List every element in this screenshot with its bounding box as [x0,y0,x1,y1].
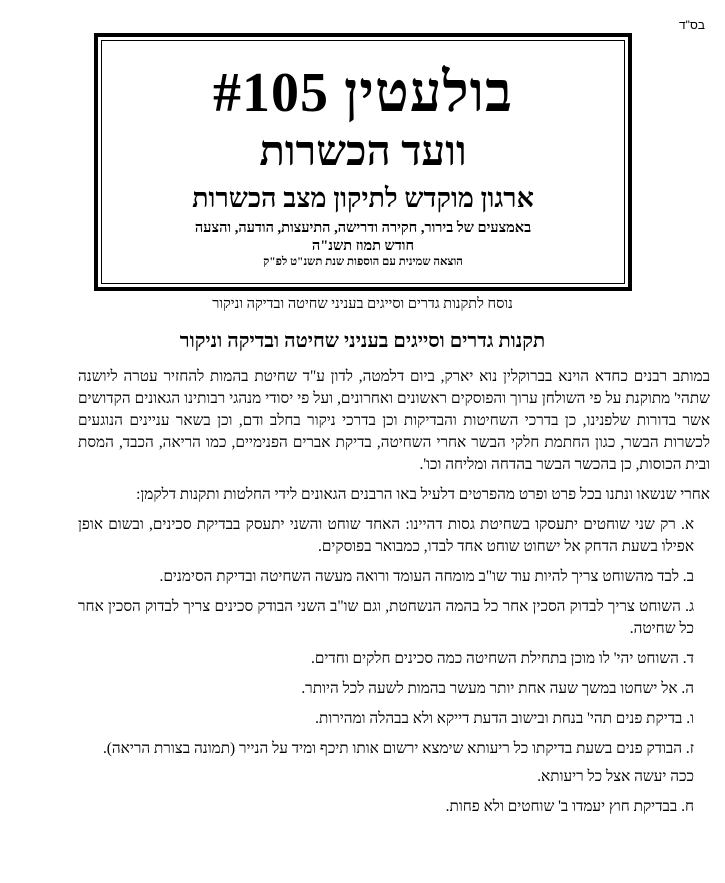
regulation-item: ז. הבודק פנים בשעת בדיקתו כל ריעותא שימצא ירשום אותו תיכף ומיד על הנייר (תמונה בצורת הריאה). [102,740,694,757]
title-frame [94,33,632,291]
corner-mark: בס"ד [679,18,705,32]
regulation-item: א. רק שני שוחטים יתעסקו בשחיטת גסות דהיינו: האחד שוחט והשני יתעסק בבדיקת סכינים, ובשום אופן אפילו בשעת הדחק אל ישחוט שוחט אחד לבדו, כמבואר בפוסקים. [78,516,694,555]
title-frame-inner [101,40,625,284]
regulation-item: ד. השוחט יהי' לו מוכן בתחילת השחיטה כמה סכינים חלקים וחדים. [311,650,694,667]
regulation-item: ככה יעשה אצל כל ריעותא. [537,768,694,785]
decision-paragraph: אחרי שנשאו ונתנו בכל פרט ופרט מהפרטים דלעיל באו הרבנים הגאונים לידי החלטות ותקנות דלקמן: [136,486,710,503]
organization-mission: ארגון מוקדש לתיקון מצב הכשרות [192,183,534,213]
organization-name: וועד הכשרות [259,129,467,175]
document-heading: תקנות גדרים וסייגים בעניני שחיטה ובדיקה וניקור [179,330,546,352]
regulation-item: ו. בדיקת פנים תהי' בנחת ובישוב הדעת דייקא ולא בבהלה ומהירות. [315,710,694,727]
issue-month: חודש תמוז תשנ"ה [311,238,415,254]
intro-paragraph: במותב רבנים כחדא הוינא בברוקלין נוא יארק, ביום דלמטה, לדון ע"ד שחיטת בהמות להחזיר עטרה ליושנה שתהי' מתוקנת על פי השולחן ערוך והפוסקים ראשונים ואחרונים, ועל פי יסודי מנהגי רבותינו הגאונים הקדושים אשר בדורות שלפנינו, כן בדרכי השחיטות והבדיקות וכן בדרכי ניקור בחלב ודם, וכן בשאר עניינים הנוגעים לכשרות הבשר, כגון החתמת חלקי הבשר אחרי השחיטה, בדיקת אברים הפנימיים, כמו הריאה, הכבד, המסת ובית הכוסות, כן בהכשר הבשר בהדחה ומליחה וכו'. [78,368,710,473]
edition-note: הוצאה שמינית עם הוספות שנת תשנ"ט לפ"ק [263,256,463,268]
regulation-item: ח. בבדיקת חוץ יעמדו ב' שוחטים ולא פחות. [445,798,694,815]
organization-means: באמצעים של בירור, חקירה ודרישה, התיעצות, הודעה, והצעה [194,220,532,236]
document-body [78,366,710,826]
bulletin-number: בולעטין #105 [213,62,513,124]
regulation-item: ה. אל ישחטו במשך שעה אחת יותר מעשר בהמות לשעה לכל היותר. [301,680,694,697]
document-subtitle: נוסח לתקנות גדרים וסייגים בעניני שחיטה ובדיקה וניקור [212,296,513,312]
regulation-item: ג. השוחט צריך לבדוק הסכין אחר כל בהמה הנשחטת, וגם שו"ב השני הבודק סכינים צריך לבדוק הסכין אחר כל שחיטה. [78,598,694,637]
regulation-item: ב. לבד מהשוחט צריך להיות עוד שו"ב מומחה העומד ורואה מעשה השחיטה ובדיקת הסימנים. [159,568,694,585]
